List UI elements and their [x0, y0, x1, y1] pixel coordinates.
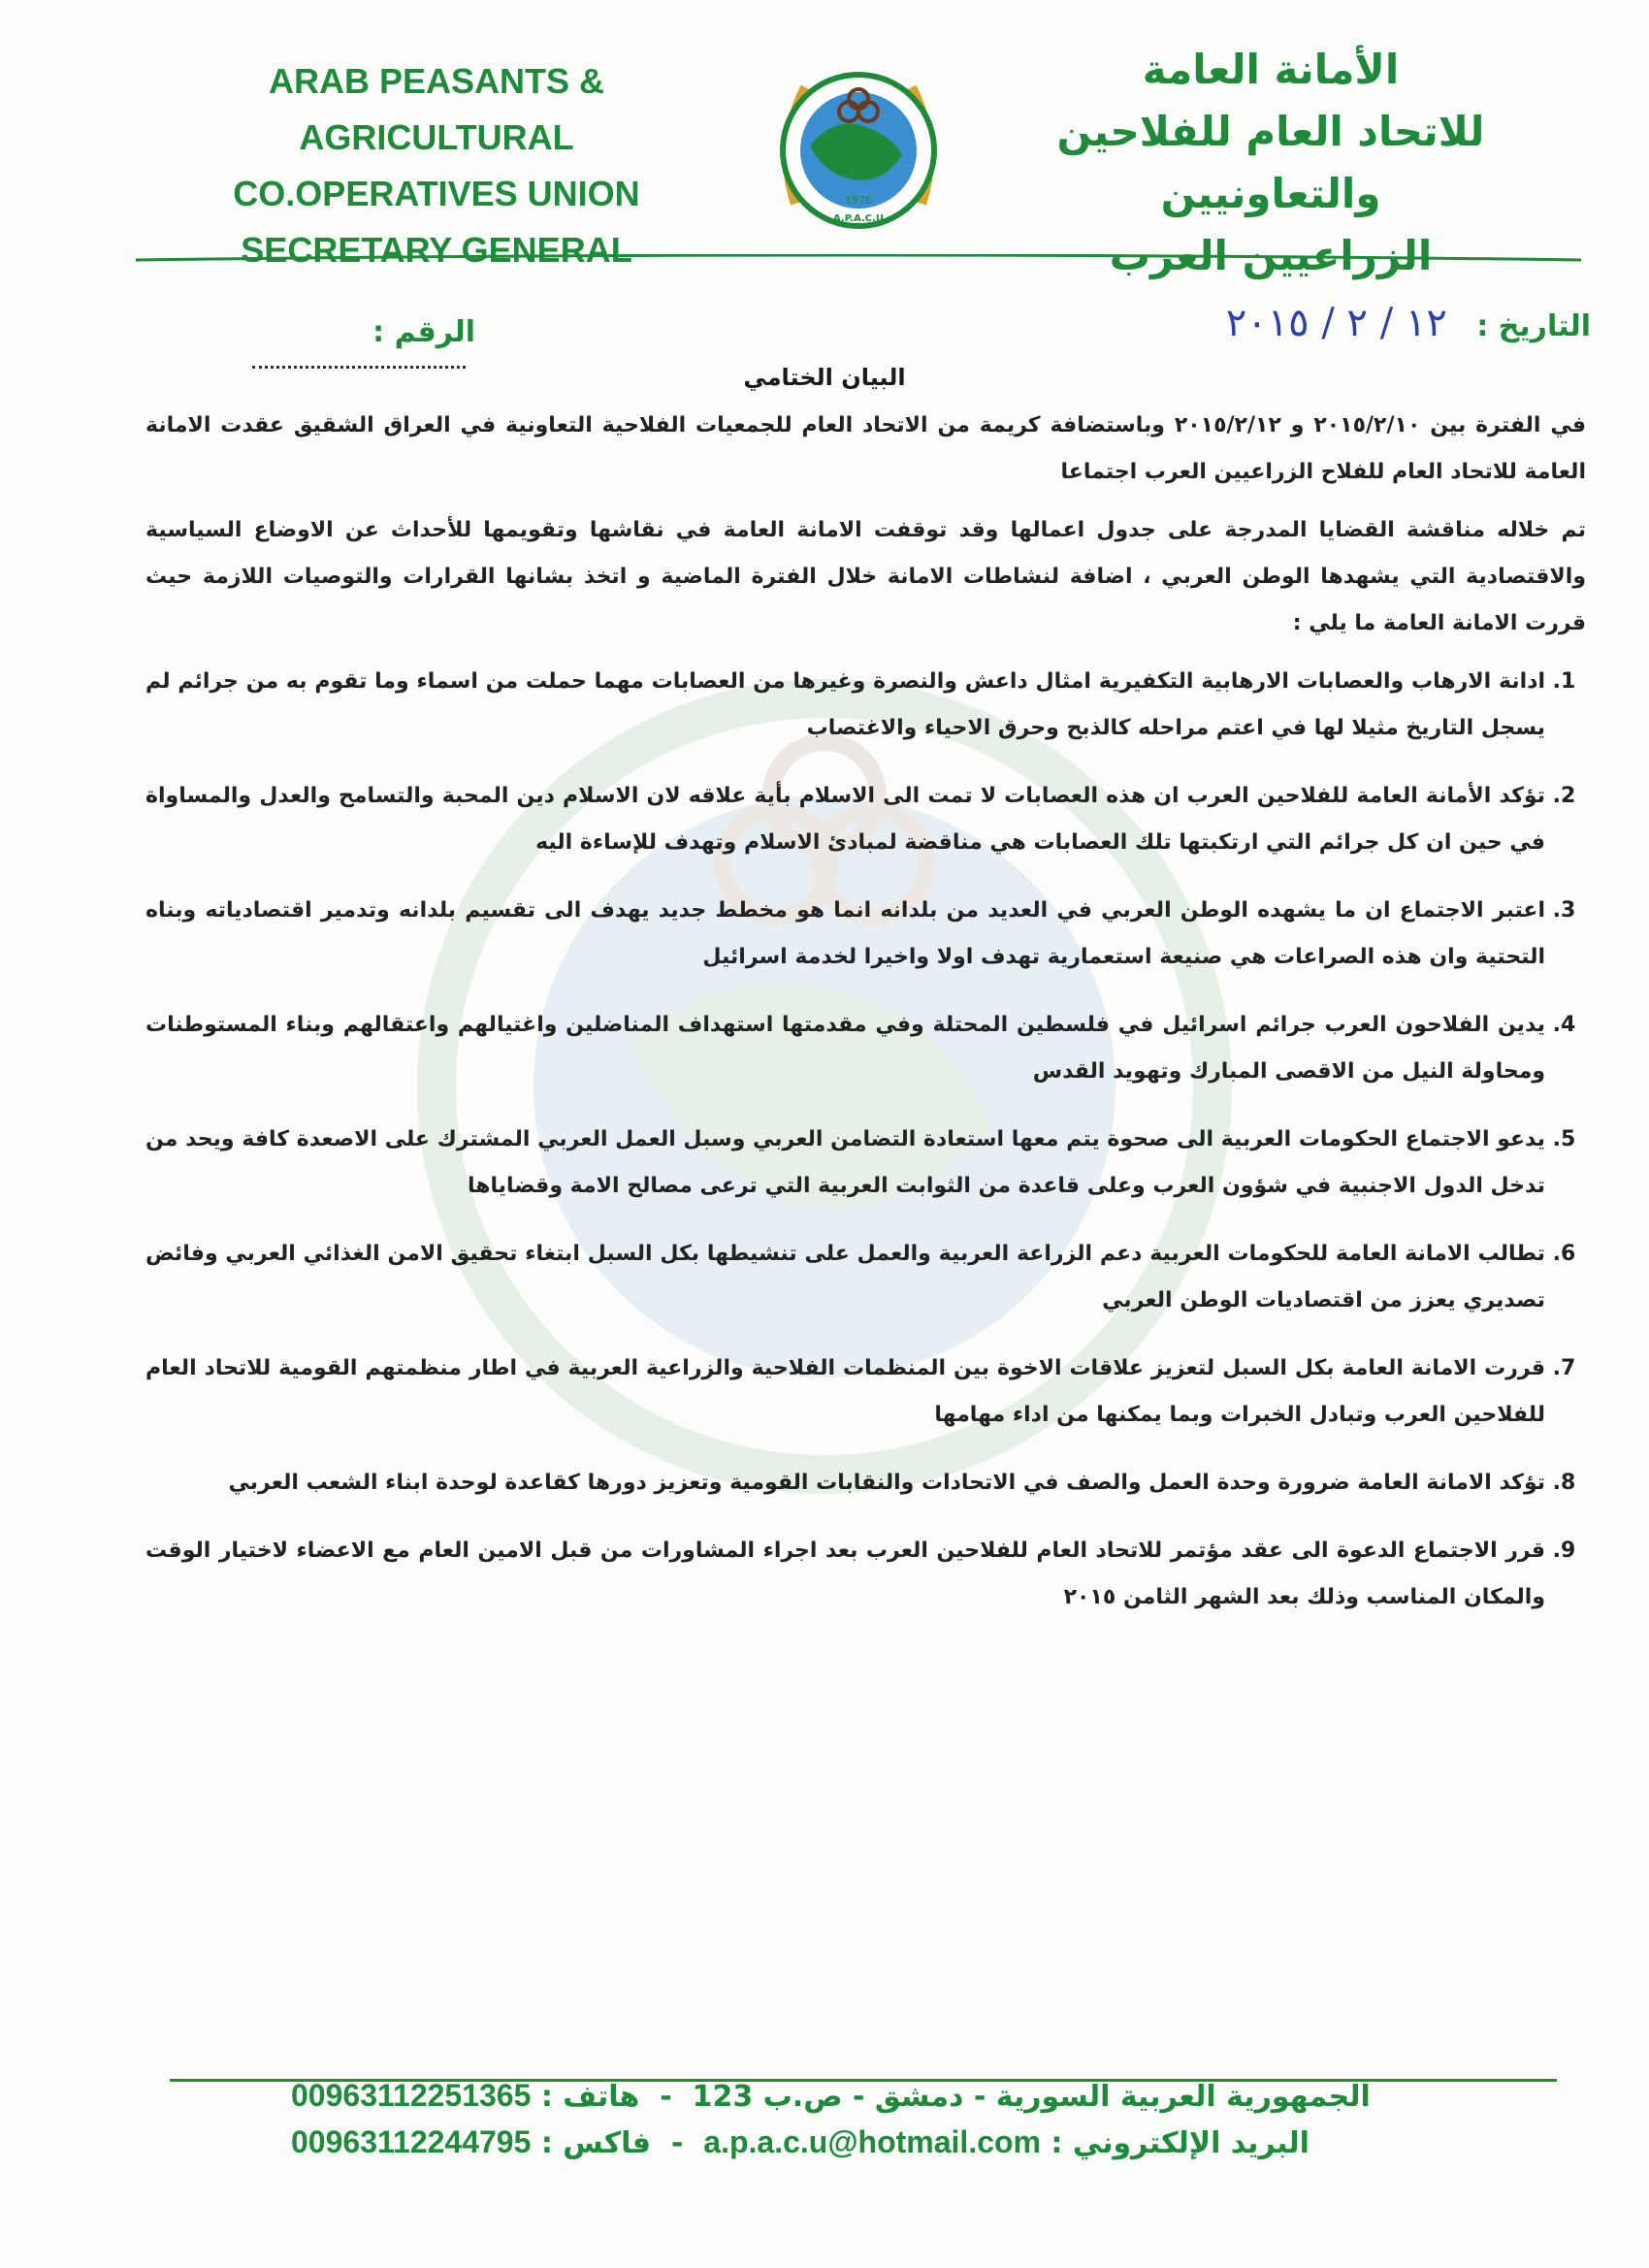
logo-abbr: A.P.A.C.U — [833, 213, 884, 224]
resolution-item: 7. قررت الامانة العامة بكل السبل لتعزيز علاقات الاخوة بين المنظمات الفلاحية والزراعية العربية في اطار منظمتهم القومية للاتحاد العام للفلاحين العرب وتبادل الخبرات وبما يمكنها من اداء مهامها — [146, 1345, 1545, 1439]
org-name-en-line1: ARAB PEASANTS & AGRICULTURAL — [268, 61, 605, 157]
resolution-item: 2. تؤكد الأمانة العامة للفلاحين العرب ان هذه العصابات لا تمت الى الاسلام بأية علاقه لان الاسلام دين المحبة والتسامح والعدل والمساواة في حين ان كل جرائم التي ارتكبتها تلك العصابات هي مناقضة لمبادئ الاسلام وتهدف للإساءة اليه — [146, 773, 1545, 866]
resolution-item: 3. اعتبر الاجتماع ان ما يشهده الوطن العربي في العديد من بلدانه انما هو مخطط جديد يهدف الى تقسيم بلدانه وتدمير اقتصادياته وبناه التحتية وان هذه الصراعات هي صنيعة استعمارية تهدف اولا واخيرا لخدمة اسرائيل — [146, 888, 1545, 981]
org-name-en-line2: CO.OPERATIVES UNION — [233, 174, 640, 213]
header-divider — [136, 254, 1581, 264]
org-name-english — [165, 53, 708, 278]
resolution-item: 4. يدين الفلاحون العرب جرائم اسرائيل في فلسطين المحتلة وفي مقدمتها استهداف المناضلين واغتيالهم واعتقالهم وبناء المستوطنات ومحاولة النيل من الاقصى المبارك وتهويد القدس — [146, 1002, 1545, 1095]
resolution-item: 9. قرر الاجتماع الدعوة الى عقد مؤتمر للاتحاد العام للفلاحين العرب بعد اجراء المشاورات من قبل الامين العام مع الاعضاء لاختيار الوقت والمكان المناسب وذلك بعد الشهر الثامن ٢٠١٥ — [146, 1528, 1545, 1621]
email-address[interactable]: a.p.a.c.u@hotmail.com — [703, 2124, 1041, 2159]
intro-paragraph: في الفترة بين ٢٠١٥/٢/١٠ و ٢٠١٥/٢/١٢ وباستضافة كريمة من الاتحاد العام للجمعيات الفلاحية التعاونية في العراق الشقيق عقدت الامانة العامة للاتحاد العام للفلاح الزراعيين العرب اجتماعا — [146, 413, 1586, 484]
phone-number: 00963112251365 — [291, 2078, 532, 2113]
org-name-en-line3: SECRETARY GENERAL — [241, 230, 632, 270]
logo-year: 1976 — [845, 194, 872, 207]
resolutions-list — [146, 659, 1586, 1621]
fax-label: فاكس : — [540, 2126, 652, 2160]
footer-contact-row: 00963112244795 فاكس : - a.p.a.c.u@hotmail.com البريد الإلكتروني : — [291, 2124, 1310, 2160]
resolution-item: 1. ادانة الارهاب والعصابات الارهابية التكفيرية امثال داعش والنصرة وغيرها من العصابات مهما حملت من اسماء وما تقوم به من جرائم لم يسجل التاريخ مثيلا لها في اعتم مراحله كالذبح وحرق الاحياء والاغتصاب — [146, 659, 1545, 752]
fax-number: 00963112244795 — [291, 2124, 532, 2159]
email-label: البريد الإلكتروني : — [1051, 2126, 1310, 2160]
org-name-ar-line2: للاتحاد العام للفلاحين والتعاونيين — [1056, 108, 1485, 217]
date-value: ١٢ / ٢ / ٢٠١٥ — [1225, 301, 1447, 345]
org-name-ar-line3: الزراعيين العرب — [1109, 232, 1433, 279]
date-label: التاريخ : — [1476, 309, 1591, 343]
document-title: البيان الختامي — [743, 364, 906, 391]
context-paragraph: تم خلاله مناقشة القضايا المدرجة على جدول اعمالها وقد توقفت الامانة العامة في نقاشها وتقويمها للأحداث عن الاوضاع السياسية والاقتصادية التي يشهدها الوطن العربي ، اضافة لنشاطات الامانة خلال الفترة الماضية و اتخذ بشانها القرارات والتوصيات اللازمة حيث قررت الامانة العامة ما يلي : — [146, 518, 1586, 635]
number-label: الرقم : — [372, 315, 475, 349]
document-body — [146, 403, 1586, 1642]
organization-logo — [766, 49, 951, 262]
phone-label: هاتف : — [540, 2080, 640, 2114]
footer-address-row: 00963112251365 هاتف : - الجمهورية العربية السورية - دمشق - ص.ب 123 — [291, 2078, 1371, 2114]
org-name-ar-line1: الأمانة العامة — [1142, 46, 1400, 93]
resolution-item: 5. يدعو الاجتماع الحكومات العربية الى صحوة يتم معها استعادة التضامن العربي وسبل العمل العربي المشترك على الاصعدة كافة ويحد من تدخل الدول الاجنبية في شؤون العرب وعلى قاعدة من الثوابت العربية التي ترعى مصالح الامة وقضاياها — [146, 1117, 1545, 1210]
postal-address: الجمهورية العربية السورية - دمشق - ص.ب 123 — [692, 2080, 1371, 2114]
org-name-arabic — [951, 39, 1591, 287]
resolution-item: 8. تؤكد الامانة العامة ضرورة وحدة العمل والصف في الاتحادات والنقابات القومية وتعزيز دورها كقاعدة لوحدة ابناء الشعب العربي — [146, 1460, 1545, 1507]
resolution-item: 6. تطالب الامانة العامة للحكومات العربية دعم الزراعة العربية والعمل على تنشيطها بكل السبل ابتغاء تحقيق الامن الغذائي العربي وفائض تصديري يعزز من اقتصاديات الوطن العربي — [146, 1231, 1545, 1324]
date-field — [1226, 301, 1591, 345]
